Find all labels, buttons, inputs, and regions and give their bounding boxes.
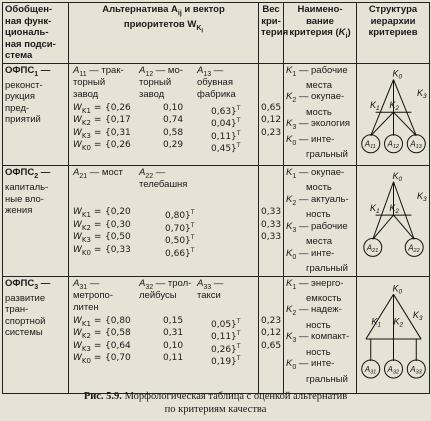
header-text: Структура xyxy=(368,4,418,15)
tree-alternative-label: A21 xyxy=(366,243,379,254)
weights-cell xyxy=(259,166,284,277)
vector-value: {0,26 xyxy=(105,102,131,113)
tree-criterion-label: $K_1$ xyxy=(370,99,380,112)
criterion-text: $K_3$ — экология xyxy=(286,118,351,132)
criteria-cell xyxy=(284,63,357,166)
subscript: ij xyxy=(177,9,182,17)
vector-letter: W xyxy=(73,127,82,138)
tree-alternative-label: A32 xyxy=(387,364,399,376)
table-row xyxy=(3,166,430,277)
tree-criterion-label: $K_2$ xyxy=(389,203,400,216)
tree-alternative-label: A11 xyxy=(364,139,376,150)
criterion-weight: 0,23 xyxy=(261,315,282,326)
table-row xyxy=(3,63,430,166)
subscript: 33 xyxy=(203,283,212,291)
hierarchy-cell xyxy=(357,276,430,394)
vector-value: 0,66}$^T$ xyxy=(165,246,195,259)
subsystem-cell xyxy=(3,63,69,166)
header-text: критерия $(K_i)$ xyxy=(289,27,351,40)
alternatives-cell xyxy=(69,63,259,166)
vector-label: $W_{K0}$ = xyxy=(73,140,102,152)
header-hierarchy xyxy=(357,3,430,64)
vector-value: 0,45}$^T$ xyxy=(211,142,241,154)
vector-value: 0,15 xyxy=(163,315,184,326)
criterion-letter: K xyxy=(286,133,293,145)
subscript: i xyxy=(201,28,204,35)
vector-value: 0,26}$^T$ xyxy=(211,342,241,355)
vector-value: {0,50 xyxy=(105,232,131,242)
tree-alternative-label: A22 xyxy=(408,243,420,254)
header-text: приоритетов $W_{K_i}$ xyxy=(123,19,204,35)
subscript: K1 xyxy=(81,210,91,219)
criteria-cell xyxy=(284,166,357,277)
criterion-letter: K xyxy=(286,304,293,316)
criterion-letter: K xyxy=(286,193,293,205)
alternative-label: $A_{12}$ — мо- xyxy=(139,64,183,78)
subsystem-text: пред- xyxy=(5,102,30,114)
subscript: 2 xyxy=(292,199,297,207)
subscript: 1 xyxy=(292,70,297,78)
tree-alternative-sub: 11 xyxy=(370,143,376,150)
subscript: 1 xyxy=(292,172,297,180)
tree-alternative-sub: 33 xyxy=(415,369,422,376)
subsystem-name: $ОФПС_3$ — xyxy=(5,277,51,291)
alternative-name: A xyxy=(73,277,80,289)
header-text: терия xyxy=(261,27,289,38)
criteria-cell xyxy=(284,276,357,394)
vector-value: 0,11}$^T$ xyxy=(211,330,241,343)
vector-letter: W xyxy=(73,328,82,339)
caption-line-2: по критериям качества xyxy=(164,404,267,415)
vector-letter: W xyxy=(73,140,82,150)
tree-criterion-label-sub: 1 xyxy=(376,104,380,112)
subsystem-text: капиталь- xyxy=(5,182,49,194)
superscript: T xyxy=(190,246,195,254)
criterion-text: $K_0$ — инте- xyxy=(286,358,335,372)
subscript: K0 xyxy=(81,356,91,365)
criterion-weight: 0,65 xyxy=(261,102,282,113)
criterion-weight: 0,12 xyxy=(261,115,282,125)
criterion-text: ность xyxy=(306,209,331,221)
weights-cell xyxy=(259,63,284,166)
alternative-name: A xyxy=(73,64,80,76)
vector-label: $W_{K3}$ = xyxy=(73,232,102,244)
subscript: 21 xyxy=(79,172,88,180)
hierarchy-tree-diagram xyxy=(359,167,428,265)
subscript: 2 xyxy=(34,172,39,180)
subscript: 2 xyxy=(292,310,297,318)
alternative-text: телебашня xyxy=(139,179,188,190)
criterion-text: места xyxy=(306,79,333,91)
subscript: K1 xyxy=(81,106,91,115)
tree-criterion-label-sub: 3 xyxy=(422,196,427,204)
alternative-text: торный xyxy=(139,76,172,88)
vector-label: $W_{K2}$ = xyxy=(73,219,102,232)
superscript: T xyxy=(236,129,241,137)
tree-alternative-sub: 21 xyxy=(372,247,379,254)
vector-value: 0,11 xyxy=(163,353,184,364)
tree-root-label: $K_0$ xyxy=(392,68,403,81)
criterion-letter: K xyxy=(286,220,293,232)
alternative-label: $A_{21}$ — мост xyxy=(73,167,123,180)
header-text: иерархии xyxy=(370,15,416,27)
criterion-weight: 0,12 xyxy=(261,328,282,339)
subscript: 1 xyxy=(292,283,297,291)
subscript: K1 xyxy=(81,319,91,328)
tree-edge xyxy=(394,112,417,136)
alternative-name: A xyxy=(73,167,80,178)
superscript: T xyxy=(236,142,241,149)
header-text: ная подси- xyxy=(5,38,56,50)
vector-value: {0,30 xyxy=(105,219,131,230)
subsystem-text: спортной xyxy=(5,315,46,327)
subsystem-text: жения xyxy=(5,205,33,217)
subscript: Ki xyxy=(196,25,204,35)
alternative-name: A xyxy=(197,277,204,289)
criterion-text: гральный xyxy=(306,263,348,275)
vector-value: 0,19}$^T$ xyxy=(211,355,241,368)
vector-value: {0,31 xyxy=(105,127,131,138)
vector-label: $W_{K1}$ = xyxy=(73,315,102,328)
table-row xyxy=(3,276,430,394)
vector-label: $W_{K3}$ = xyxy=(73,340,102,353)
vector-label: $W_{K1}$ = xyxy=(73,102,102,115)
criterion-weight: 0,33 xyxy=(261,207,282,217)
tree-criterion-label-sub: 2 xyxy=(399,321,404,329)
alternative-text: такси xyxy=(197,289,221,301)
criterion-text: гральный xyxy=(306,149,348,161)
tree-root-label-sub: 0 xyxy=(398,287,403,295)
vector-letter: W xyxy=(73,115,82,125)
subscript: 13 xyxy=(203,70,212,78)
criterion-text: $K_2$ — актуаль- xyxy=(286,193,349,207)
vector-label: $W_{K3}$ = xyxy=(73,127,102,140)
subsystem-text: рукция xyxy=(5,91,35,103)
tree-criterion-label: $K_2$ xyxy=(389,99,400,112)
superscript: T xyxy=(190,221,195,229)
header-text: Вес xyxy=(262,4,280,15)
tree-alternative-label: A31 xyxy=(364,364,377,376)
tree-alternative-sub: 22 xyxy=(413,247,420,254)
header-criteria-name xyxy=(284,3,357,64)
criterion-letter: K xyxy=(286,167,293,178)
header-text: кри- xyxy=(261,15,281,27)
tree-criterion-label: $K_3$ xyxy=(416,87,427,100)
criterion-weight: 0,33 xyxy=(261,232,282,242)
subscript: 11 xyxy=(79,70,87,78)
tree-criterion-label-sub: 1 xyxy=(377,321,382,329)
criterion-weight: 0,65 xyxy=(261,340,282,351)
subscript: 12 xyxy=(145,70,154,78)
subscript: K2 xyxy=(81,118,91,127)
vector-value: {0,20 xyxy=(105,207,131,217)
tree-criterion-label-sub: 3 xyxy=(422,92,427,100)
alternative-text: обувная xyxy=(197,76,233,88)
vector-value: 0,11}$^T$ xyxy=(211,129,241,142)
alternative-label: $A_{22}$ — xyxy=(139,167,166,180)
tree-edge xyxy=(394,215,415,239)
tree-criterion-label: $K_2$ xyxy=(393,316,404,329)
tree-alternative-label: A13 xyxy=(410,139,422,150)
vector-value: 0,74 xyxy=(163,115,184,125)
tree-criterion-label-sub: 2 xyxy=(395,208,400,216)
vector-letter: W xyxy=(73,244,82,255)
alternative-text: завод xyxy=(139,88,165,100)
superscript: T xyxy=(236,330,241,338)
alternative-text: завод xyxy=(73,88,99,100)
vector-label: $W_{K2}$ = xyxy=(73,328,102,340)
criterion-text: $K_3$ — компакт- xyxy=(286,331,350,345)
vector-value: {0,17 xyxy=(105,115,131,125)
tree-alternative-sub: 13 xyxy=(415,143,422,150)
header-text: стема xyxy=(5,50,33,61)
vector-letter: W xyxy=(73,102,82,113)
subscript: 32 xyxy=(145,283,154,291)
alternative-text: литен xyxy=(73,301,99,313)
alternatives-cell xyxy=(69,276,259,394)
header-text: вание xyxy=(306,15,334,27)
tree-root-label: $K_0$ xyxy=(392,170,403,183)
subscript: K0 xyxy=(81,248,91,257)
tree-root-label-sub: 0 xyxy=(398,73,403,81)
subscript: 0 xyxy=(292,253,297,261)
subscript: 31 xyxy=(79,283,88,291)
tree-root-label-sub: 0 xyxy=(398,175,403,183)
subscript: 3 xyxy=(292,337,297,345)
superscript: T xyxy=(236,317,241,325)
vector-label: $W_{K1}$ = xyxy=(73,207,102,219)
subsystem-text: реконст- xyxy=(5,79,43,91)
criterion-weight: 0,23 xyxy=(261,127,282,138)
subscript: K3 xyxy=(81,235,91,244)
subscript: 1 xyxy=(34,70,39,78)
weights-cell xyxy=(259,276,284,394)
vector-value: 0,29 xyxy=(163,140,184,150)
criterion-text: $K_1$ — энерго- xyxy=(286,277,344,291)
superscript: T xyxy=(236,355,241,363)
subsystem-text: системы xyxy=(5,327,43,339)
superscript: T xyxy=(236,117,241,124)
vector-value: 0,70}$^T$ xyxy=(165,221,195,234)
alternatives-cell xyxy=(69,166,259,277)
superscript: T xyxy=(190,209,195,216)
vector-value: 0,80}$^T$ xyxy=(165,209,195,221)
criterion-text: ность xyxy=(306,346,331,358)
superscript: T xyxy=(190,234,195,241)
criterion-text: емкость xyxy=(306,292,342,304)
alternative-label: $A_{33}$ — xyxy=(197,277,224,291)
subsystem-text: ные вло- xyxy=(5,193,44,205)
tree-alternative-label: A12 xyxy=(387,139,399,150)
vector-letter: W xyxy=(73,207,82,217)
tree-alternative-sub: 31 xyxy=(370,369,377,376)
criterion-text: места xyxy=(306,236,333,248)
tree-root-label: $K_0$ xyxy=(392,282,403,295)
criterion-text: гральный xyxy=(306,373,348,385)
criterion-letter: K xyxy=(286,91,293,103)
vector-letter: W xyxy=(73,232,82,242)
vector-label: $W_{K0}$ = xyxy=(73,244,102,257)
vector-value: {0,26 xyxy=(105,140,131,150)
criterion-text: $K_2$ — надеж- xyxy=(286,304,342,318)
tree-criterion-label: $K_3$ xyxy=(412,309,423,322)
subscript: 3 xyxy=(34,283,39,291)
subsystem-cell xyxy=(3,276,69,394)
subscript: 0 xyxy=(292,139,297,147)
vector-label: $W_{K2}$ = xyxy=(73,115,102,127)
subscript: K0 xyxy=(81,143,91,152)
subscript: 2 xyxy=(292,97,297,105)
criterion-letter: K xyxy=(286,358,293,370)
hierarchy-cell xyxy=(357,63,430,166)
vector-letter: W xyxy=(73,219,82,230)
subscript: K2 xyxy=(81,223,91,232)
subscript: 0 xyxy=(292,364,297,372)
alternative-text: метропо- xyxy=(73,289,114,301)
vector-value: {0,58 xyxy=(105,328,131,339)
subscript: K3 xyxy=(81,344,91,353)
subscript: K3 xyxy=(81,131,91,140)
vector-value: 0,63}$^T$ xyxy=(211,104,241,117)
vector-value: 0,04}$^T$ xyxy=(211,117,241,129)
alternative-text: фабрика xyxy=(197,88,236,100)
criterion-text: $K_1$ — рабочие xyxy=(286,64,348,78)
alternative-name: A xyxy=(139,277,146,289)
vector-value: {0,80 xyxy=(105,315,131,326)
subscript: 22 xyxy=(145,172,154,180)
hierarchy-cell xyxy=(357,166,430,277)
header-row xyxy=(3,3,430,64)
subscript: K2 xyxy=(81,331,91,340)
alternative-label: $A_{13}$ — xyxy=(197,64,224,78)
tree-alternative-sub: 32 xyxy=(392,369,399,376)
subsystem-text: приятий xyxy=(5,114,41,126)
subscript: 3 xyxy=(292,124,297,132)
tree-criterion-label: $K_1$ xyxy=(371,316,382,329)
tree-criterion-label: $K_1$ xyxy=(370,203,380,216)
tree-edge xyxy=(371,112,394,136)
subsystem-cell xyxy=(3,166,69,277)
header-alternatives xyxy=(69,3,259,64)
criterion-weight: 0,33 xyxy=(261,219,282,230)
hierarchy-tree-diagram xyxy=(359,278,428,389)
criterion-text: мость xyxy=(306,182,332,194)
subsystem-name: $ОФПС_1$ — xyxy=(5,64,51,78)
subscript: 3 xyxy=(292,226,297,234)
criterion-text: $K_2$ — окупае- xyxy=(286,91,345,105)
alternative-text: лейбусы xyxy=(139,289,177,301)
alternative-label: $A_{32}$ — трол- xyxy=(139,277,192,291)
header-text: циональ- xyxy=(5,27,49,38)
tree-alternative-sub: 12 xyxy=(392,143,399,150)
tree-alternative-label: A33 xyxy=(410,364,422,376)
criterion-text: $K_3$ — рабочие xyxy=(286,220,348,234)
superscript: T xyxy=(236,104,241,112)
alternative-name: A xyxy=(139,64,146,76)
criterion-text: $K_0$ — инте- xyxy=(286,133,335,147)
tree-criterion-label: $K_3$ xyxy=(416,191,427,204)
hierarchy-tree-diagram xyxy=(359,65,428,161)
vector-value: 0,10 xyxy=(163,340,184,351)
header-text: ная функ- xyxy=(5,15,52,27)
header-text: критериев xyxy=(368,27,418,38)
criterion-letter: K xyxy=(286,64,293,76)
criterion-letter: K xyxy=(286,331,293,343)
vector-value: {0,64 xyxy=(105,340,131,351)
tree-edge xyxy=(373,215,394,239)
caption-label: Рис. 5.9. xyxy=(83,391,122,402)
header-text: Наимено- xyxy=(297,4,343,15)
criterion-text: мость xyxy=(306,106,332,118)
subscript: i xyxy=(345,32,348,40)
vector-value: 0,05}$^T$ xyxy=(211,317,241,330)
header-text: Обобщен- xyxy=(5,4,53,15)
tree-criterion-label-sub: 2 xyxy=(395,104,400,112)
vector-value: 0,50}$^T$ xyxy=(165,234,195,246)
vector-label: $W_{K0}$ = xyxy=(73,353,102,365)
vector-letter: W xyxy=(73,315,82,326)
tree-criterion-label-sub: 3 xyxy=(418,314,423,322)
header-weight xyxy=(259,3,289,64)
subsystem-text: тран- xyxy=(5,304,29,316)
header-subsystem xyxy=(3,3,69,64)
criterion-letter: K xyxy=(286,247,293,259)
header-text: K xyxy=(338,27,346,38)
tree-edge xyxy=(366,294,394,339)
alternative-name: A xyxy=(197,64,204,76)
criterion-text: $K_0$ — инте- xyxy=(286,247,335,261)
criterion-letter: K xyxy=(286,118,293,130)
header-text: Альтернатива $A_{ij}$ и вектор xyxy=(102,4,225,17)
vector-value: 0,10 xyxy=(163,102,184,113)
superscript: T xyxy=(236,342,241,350)
tree-criterion-label-sub: 1 xyxy=(376,208,380,216)
criterion-letter: K xyxy=(286,277,293,289)
vector-value: {0,70 xyxy=(105,353,131,364)
alternative-name: A xyxy=(139,167,146,178)
alternative-text: торный xyxy=(73,76,106,88)
vector-value: 0,58 xyxy=(163,127,184,138)
figure-caption xyxy=(0,390,431,416)
vector-letter: W xyxy=(73,340,82,351)
subsystem-name: $ОФПС_2$ — xyxy=(5,167,51,180)
criterion-text: ность xyxy=(306,319,331,331)
alternative-label: $A_{11}$ — трак- xyxy=(73,64,124,78)
alternative-label: $A_{31}$ — xyxy=(73,277,100,291)
vector-value: {0,33 xyxy=(105,244,131,255)
vector-letter: W xyxy=(73,353,82,364)
caption-line-1: Морфологическая таблица с оценкой альтернатив xyxy=(121,391,348,402)
morphological-table xyxy=(2,2,430,394)
criterion-text: $K_1$ — окупае- xyxy=(286,167,345,180)
vector-value: 0,31 xyxy=(163,328,184,339)
subsystem-text: развитие xyxy=(5,292,46,304)
